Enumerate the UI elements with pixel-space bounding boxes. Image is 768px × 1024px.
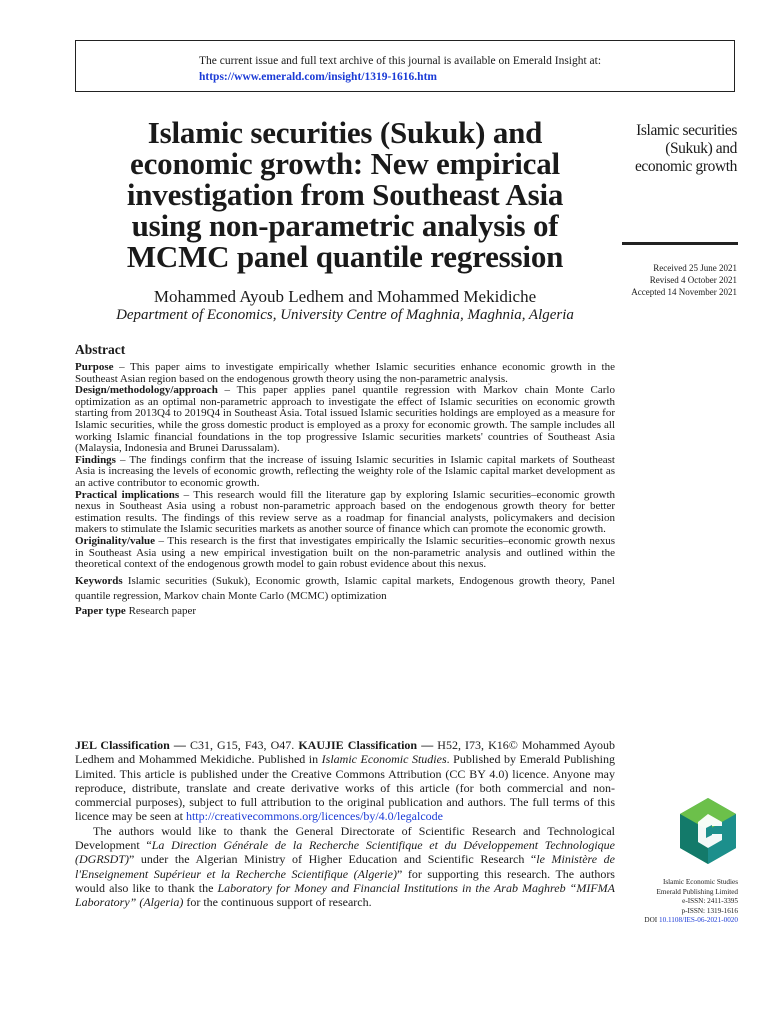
acknowledgement-paragraph [75, 824, 615, 910]
banner-line: The current issue and full text archive of this journal is available on Emerald Insight at: [199, 55, 602, 67]
footer-journal: Islamic Economic Studies [662, 878, 738, 886]
title-line: economic growth: New empirical [130, 146, 560, 181]
title-line: Islamic securities (Sukuk) and [147, 115, 543, 150]
abstract-originality [75, 536, 615, 571]
title-line: MCMC panel quantile regression [126, 239, 564, 274]
journal-name: Islamic Economic Studies [321, 752, 447, 767]
keywords-label: Keywords [75, 574, 123, 587]
abstract-purpose [75, 362, 615, 385]
footer-pissn: p-ISSN: 1319-1616 [681, 906, 738, 915]
design-label: Design/methodology/approach [75, 384, 218, 397]
findings-text: – The findings confirm that the increase of issuing Islamic securities in Islamic capital markets of Southeast Asia is increasing the levels of economic growth, reflecting the weighty role of the Islamic capital market development as an active contributor to economic growth. [75, 453, 615, 489]
emerald-cube-logo-icon [676, 796, 740, 866]
affiliation: Department of Economics, University Centre of Maghnia, Maghnia, Algeria [116, 307, 574, 323]
jel-label: JEL Classification — [75, 738, 186, 752]
footer-doi [600, 916, 738, 926]
journal-archive-link[interactable]: https://www.emerald.com/insight/1319-1616.htm [199, 71, 437, 83]
ack-text: for the continuous support of research. [183, 895, 372, 910]
authors: Mohammed Ayoub Ledhem and Mohammed Mekidiche [153, 287, 537, 306]
received-date: Received 25 June 2021 [653, 263, 737, 273]
paper-title [75, 117, 615, 272]
ack-text: ” for supporting this research. The authors would also like to thank the [75, 866, 615, 895]
abstract-heading: Abstract [75, 342, 126, 357]
revised-date: Revised 4 October 2021 [649, 275, 737, 285]
abstract-findings [75, 455, 615, 490]
originality-label: Originality/value [75, 534, 156, 547]
implications-label: Practical implications [75, 488, 180, 501]
ack-text: ” under the Algerian Ministry of Higher Education and Scientific Research “ [129, 852, 537, 867]
kaujie-text: H52, I73, K16© Mohammed Ayoub Ledhem and Mohammed Mekidiche. Published in [75, 738, 615, 767]
doi-label: DOI [644, 916, 659, 924]
license-text: . Published by Emerald Publishing Limited. This article is published under the Creative Commons Attribution (CC BY 4.0) licence. Anyone may reproduce, distribute, translate and create derivative works of this article (for both commercial and non-commercial purposes), subject to full attribution to the original publication and authors. The full terms of this licence may be seen at [75, 752, 615, 824]
footer-eissn: e-ISSN: 2411-3395 [682, 897, 738, 905]
kaujie-label: KAUJIE Classification — [298, 738, 434, 752]
abstract-paper-type [75, 606, 615, 618]
purpose-label: Purpose [75, 361, 114, 373]
running-title-line: (Sukuk) and [665, 140, 737, 157]
classification-and-license [75, 738, 615, 910]
purpose-text: – This paper aims to investigate empirically whether Islamic securities enhance economic growth in the Southeast Asian region based on the endogenous growth theory using the non-parametric analysis. [75, 361, 615, 385]
title-line: using non-parametric analysis of [131, 208, 559, 243]
running-title-rule [622, 242, 738, 245]
banner-text [199, 53, 601, 85]
license-paragraph [75, 738, 615, 824]
implications-text: – This research would fill the literature gap by exploring Islamic securities–economic growth nexus in Southeast Asia using a robust non-parametric approach based on the endogenous growth theory for better estimation results. The findings of this review serve as a roadmap for financial analysts, policymakers and decision makers to stimulate the Islamic securities markets as another source of finance which can promote the economic growth. [75, 488, 616, 536]
running-title-line: economic growth [634, 158, 737, 175]
running-title-line: Islamic securities [636, 122, 737, 139]
keywords-text: Islamic securities (Sukuk), Economic growth, Islamic capital markets, Endogenous growth theory, Panel quantile regression, Markov chain Monte Carlo (MCMC) optimization [75, 574, 615, 603]
title-line: investigation from Southeast Asia [126, 177, 564, 212]
ack-ministere: le Ministère de l'Enseignement Supérieur et la Recherche Scientifique (Algerie) [75, 852, 615, 881]
findings-label: Findings [75, 453, 116, 466]
article-dates [580, 262, 737, 298]
abstract-keywords [75, 574, 615, 605]
ack-text: The authors would like to thank the General Directorate of Scientific Research and Technological Development “ [75, 823, 615, 853]
design-text: – This paper applies panel quantile regression with Markov chain Monte Carlo optimization as an optimal non-parametric approach to investigate the effect of Islamic securities on economic growth starting from 2013Q4 to 2019Q4 in Southeast Asia. Total issued Islamic securities holdings are employed as a measure for Islamic securities, while the gross domestic product is employed as a proxy for economic growth. The sample includes all working Islamic financial foundations in the top progressive Islamic securities markets' countries of Southeast Asia (Malaysia, Indonesia and Brunei Darussalam). [75, 384, 615, 455]
originality-text: – This research is the first that investigates empirically the Islamic securities–economic growth nexus in Southeast Asia using a new empirical investigation built on the non-parametric analysis and outlined within the theoretical context of the endogenous growth model to gain robust evidence about this nexus. [75, 534, 615, 571]
doi-link[interactable]: 10.1108/IES-06-2021-0020 [659, 916, 738, 924]
accepted-date: Accepted 14 November 2021 [631, 287, 737, 297]
ack-laboratory: Laboratory for Money and Financial Institutions in the Arab Maghreb “MIFMA Laboratory” (Algeria) [75, 880, 615, 910]
jel-codes: C31, G15, F43, O47. [185, 738, 299, 752]
abstract-section [75, 343, 615, 617]
journal-archive-banner [75, 40, 735, 92]
ack-dgrsdt: La Direction Générale de la Recherche Scientifique et du Développement Technologique (DGRSDT) [75, 838, 615, 867]
license-link[interactable]: http://creativecommons.org/licences/by/4.0/legalcode [185, 809, 443, 824]
running-title [600, 122, 737, 176]
paper-type-text: Research paper [125, 604, 197, 617]
abstract-implications [75, 490, 615, 536]
footer-publisher: Emerald Publishing Limited [656, 887, 738, 896]
abstract-design [75, 385, 615, 455]
journal-footer-info [600, 878, 738, 926]
paper-type-label: Paper type [75, 604, 126, 617]
